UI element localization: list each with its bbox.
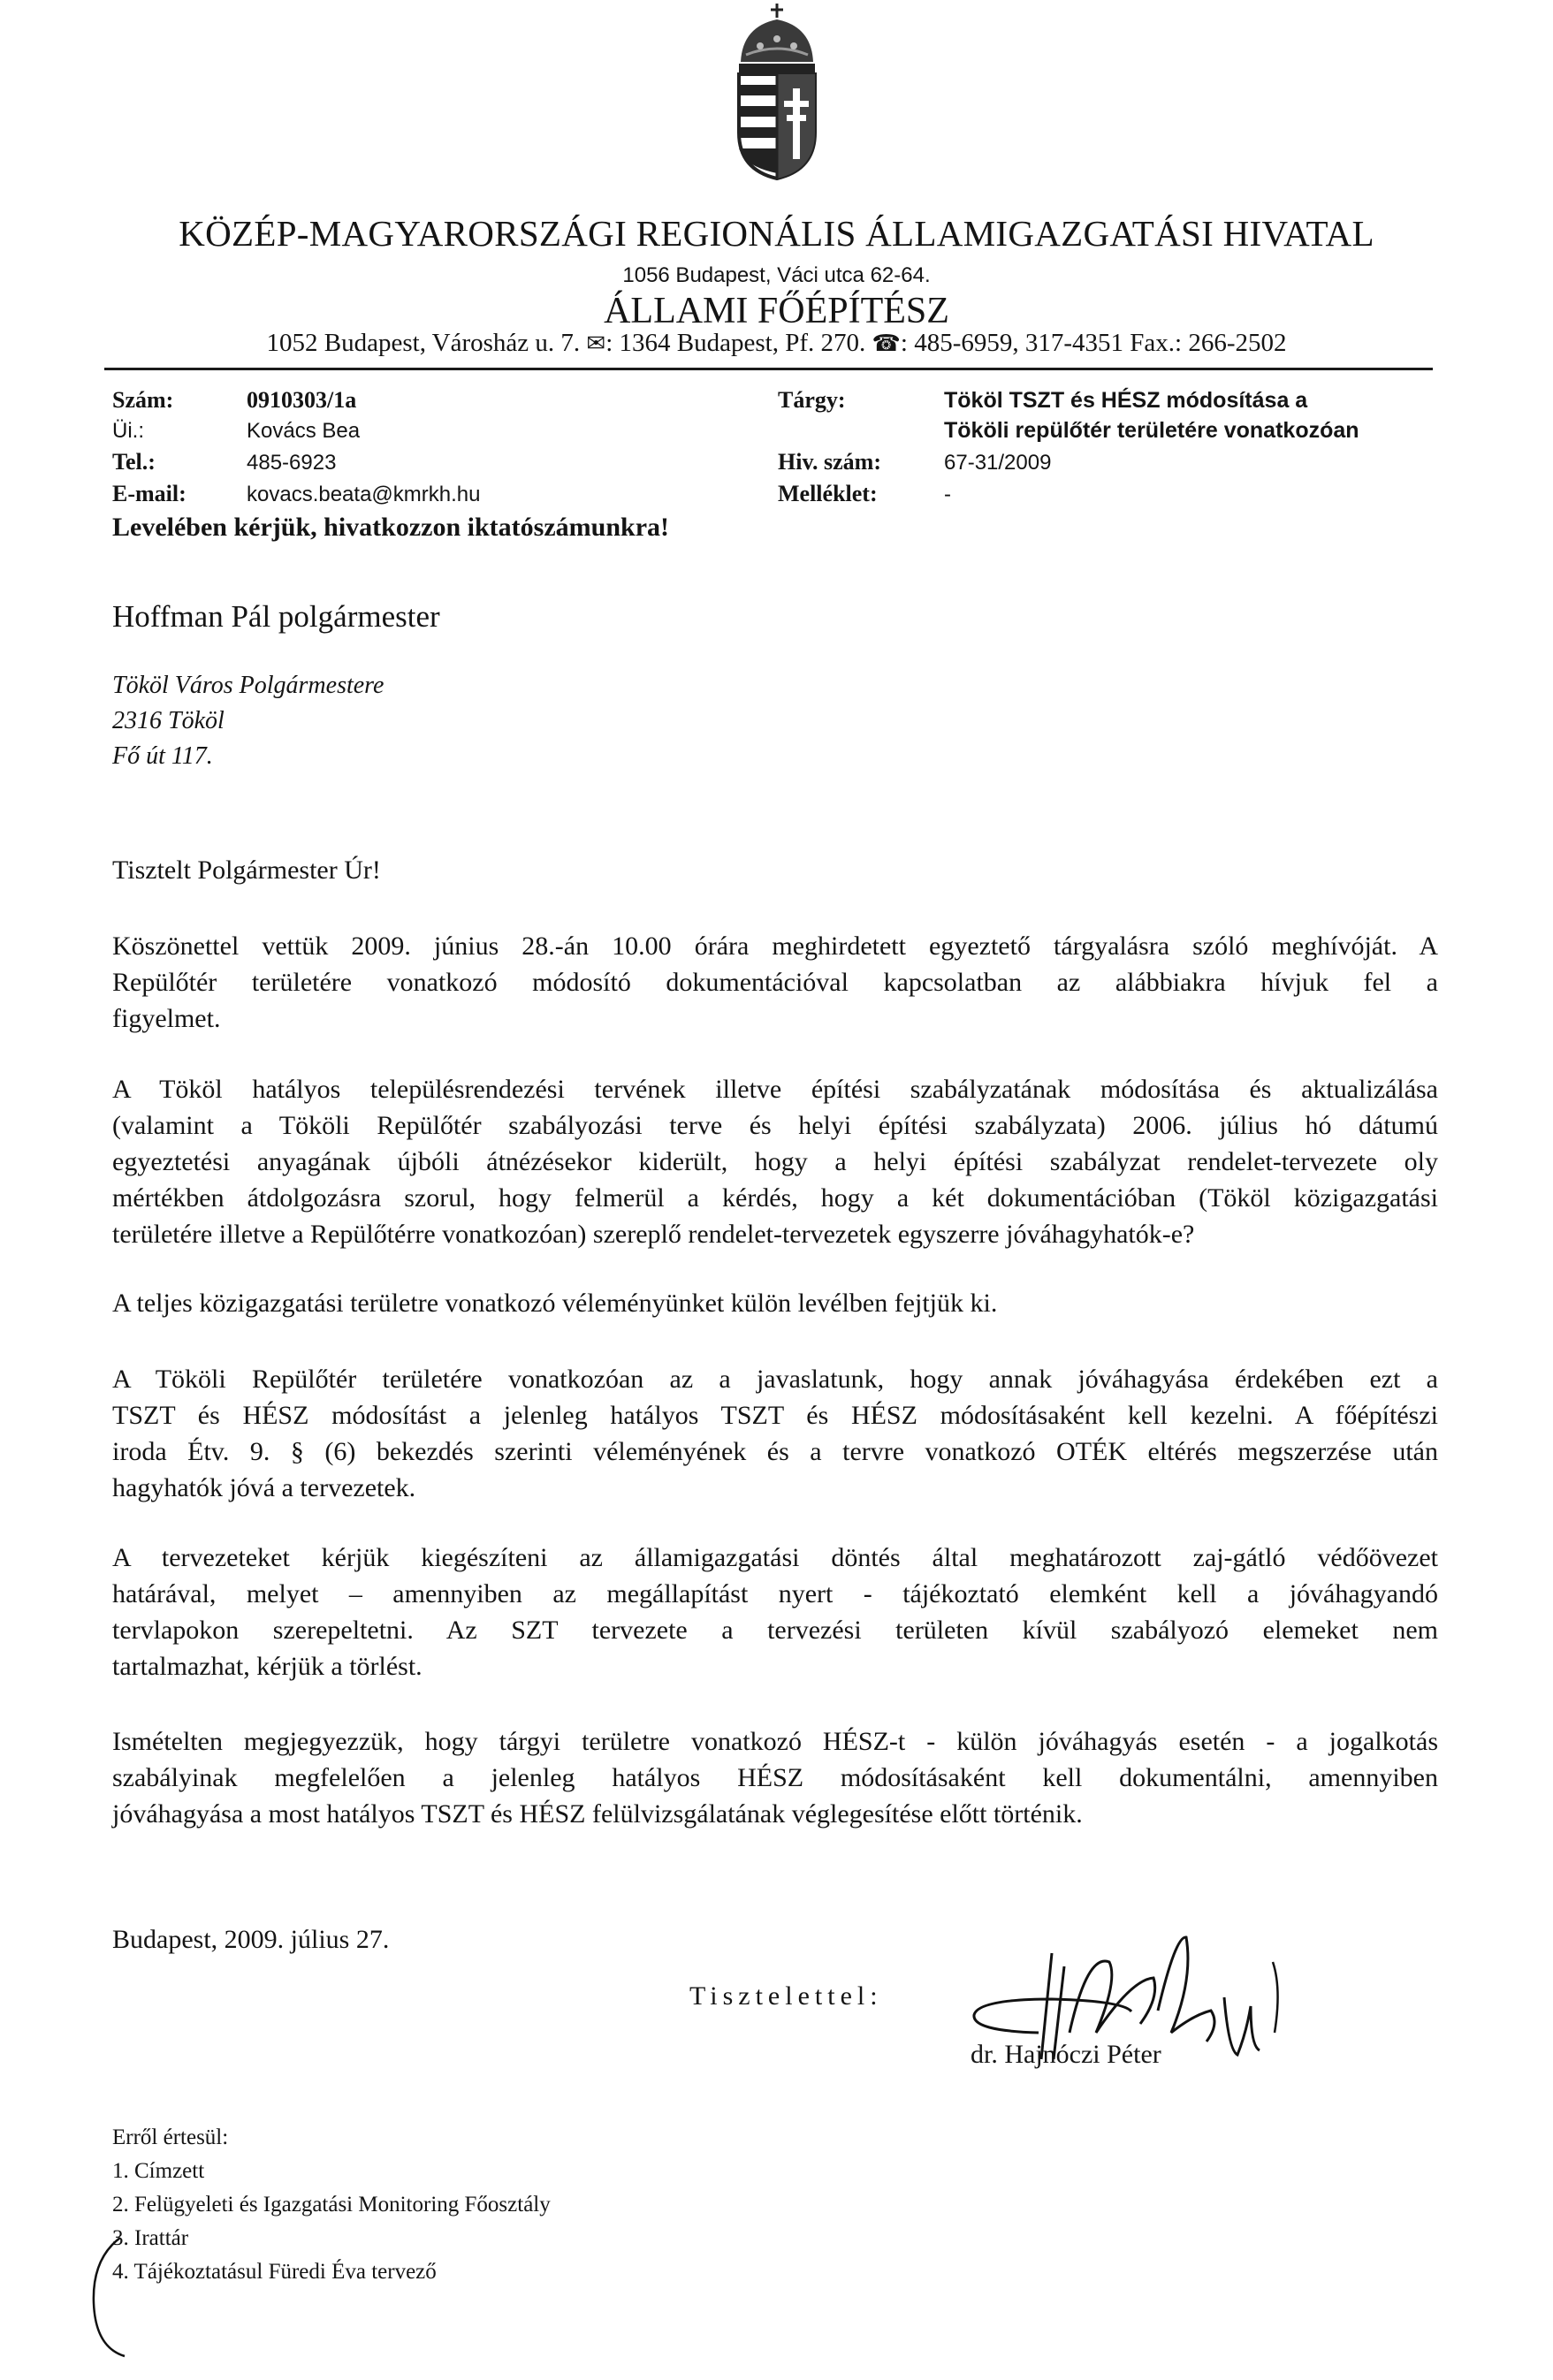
organization-address: 1056 Budapest, Váci utca 62-64. — [622, 263, 931, 287]
closing: Tisztelettel: — [689, 1981, 883, 2011]
signer-name: dr. Hajnóczi Péter — [971, 2040, 1161, 2069]
tel-value-wrap — [247, 449, 336, 475]
paragraph-line: mértékben átdolgozásra szorul, hogy felmerül a kérdés, hogy a két dokumentációban (Tököl közigazgatási — [112, 1183, 1438, 1213]
paragraph-line: határával, melyet – amennyiben az megállapítást nyert - tájékoztató elemként kell a jóváhagyandó — [112, 1579, 1438, 1608]
subject-label: Tárgy: — [778, 387, 846, 413]
paragraph-line: tervlapokon szerepeltetni. Az SZT tervezete a tervezési területen kívül szabályozó elemeket nem — [112, 1616, 1438, 1645]
ref-value-wrap — [944, 449, 1051, 475]
paragraph-line: A Tököli Repülőtér területére vonatkozóan az a javaslatunk, hogy annak jóváhagyása érdekében ezt a — [112, 1365, 1438, 1394]
handler-label: Üi.: — [112, 419, 144, 443]
number-label: Szám: — [112, 387, 174, 413]
ref-label-wrap — [778, 449, 881, 475]
recipient-line1: Tököl Város Polgármestere — [112, 672, 384, 699]
paragraph-line: egyeztetési anyagának újbóli átnézésekor kiderült, hogy a helyi építési szabályzat rendelet-tervezete oly — [112, 1147, 1438, 1176]
paragraph-line: TSZT és HÉSZ módosítást a jelenleg hatályos TSZT és HÉSZ módosításaként kell kezelni. A főépítészi — [112, 1401, 1438, 1430]
body-paragraph-6 — [112, 1723, 1438, 1832]
pen-mark-circle — [85, 2232, 147, 2365]
organization-name: KÖZÉP-MAGYARORSZÁGI REGIONÁLIS ÁLLAMIGAZGATÁSI HIVATAL — [179, 213, 1374, 254]
phone-icon: ☎ — [872, 331, 901, 357]
paragraph-line: iroda Étv. 9. § (6) bekezdés szerinti véleményének és a tervre vonatkozó OTÉK eltérés megszerzése után — [112, 1437, 1438, 1466]
salutation: Tisztelt Polgármester Úr! — [112, 855, 381, 885]
paragraph-line: szabályinak megfelelően a jelenleg hatályos HÉSZ módosításaként kell dokumentálni, amennyiben — [112, 1763, 1438, 1792]
envelope-icon: ✉ — [586, 331, 606, 357]
date-line: Budapest, 2009. július 27. — [112, 1925, 390, 1954]
postal-address: : 1364 Budapest, Pf. 270. — [605, 329, 866, 357]
ref-label: Hiv. szám: — [778, 449, 881, 475]
body-paragraph-4 — [112, 1361, 1438, 1506]
paragraph-line: Ismételten megjegyezzük, hogy tárgyi területre vonatkozó HÉSZ-t - külön jóváhagyás esetén - a jogalkotás — [112, 1727, 1438, 1756]
header-divider — [104, 368, 1433, 370]
tel-value: 485-6923 — [247, 451, 337, 475]
tel-label: Tel.: — [112, 449, 156, 475]
body-paragraph-5 — [112, 1540, 1438, 1684]
notify-item: 1. Címzett — [112, 2159, 205, 2183]
notify-item: 3. Irattár — [112, 2226, 189, 2250]
office-address: 1052 Budapest, Városház u. 7. — [266, 329, 581, 357]
phone-numbers: : 485-6959, 317-4351 — [900, 329, 1124, 357]
body-paragraph-3 — [112, 1285, 1438, 1321]
email-value-wrap — [247, 481, 480, 507]
subject-line2: Tököli repülőtér területére vonatkozóan — [944, 418, 1359, 443]
attachment-label: Melléklet: — [778, 481, 878, 506]
paragraph-line: A Tököl hatályos településrendezési tervének illetve építési szabályzatának módosítása és aktualizálása — [112, 1075, 1438, 1104]
subject-line1-wrap — [944, 387, 1307, 414]
paragraph-line: (valamint a Tököli Repülőtér szabályozási terve és helyi építési szabályzata) 2006. július hó dátumú — [112, 1111, 1438, 1140]
paragraph-line: Köszönettel vettük 2009. június 28.-án 10.00 órára meghirdetett egyeztető tárgyalásra szóló meghívóját. A — [112, 931, 1438, 961]
email-row — [112, 481, 187, 507]
recipient-name: Hoffman Pál polgármester — [112, 599, 440, 634]
tel-row — [112, 449, 156, 475]
recipient-line3: Fő út 117. — [112, 742, 213, 770]
notify-item: 4. Tájékoztatásul Füredi Éva tervező — [112, 2260, 437, 2284]
notify-title: Erről értesül: — [112, 2125, 229, 2149]
handler-value-wrap — [247, 417, 360, 444]
paragraph-line: hagyhatók jóvá a tervezetek. — [112, 1473, 416, 1502]
body-paragraph-2 — [112, 1071, 1438, 1252]
subject-line1: Tököl TSZT és HÉSZ módosítása a — [944, 388, 1308, 413]
attachment-value-wrap — [944, 481, 951, 507]
subject-label-wrap — [778, 387, 846, 414]
attachment-value: - — [944, 483, 951, 506]
reference-note: Levelében kérjük, hivatkozzon iktatószámunkra! — [112, 513, 669, 542]
attachment-label-wrap — [778, 481, 878, 507]
office-name: ÁLLAMI FŐÉPÍTÉSZ — [604, 291, 949, 331]
handler-row — [112, 417, 144, 444]
paragraph-line: figyelmet. — [112, 1004, 221, 1033]
coat-of-arms-icon — [725, 0, 829, 181]
fax-number: Fax.: 266-2502 — [1130, 329, 1287, 357]
paragraph-line: A teljes közigazgatási területre vonatkozó véleményünket külön levélben fejtjük ki. — [112, 1289, 998, 1318]
paragraph-line: jóváhagyása a most hatályos TSZT és HÉSZ felülvizsgálatának véglegesítése előtt történik. — [112, 1799, 1083, 1829]
handler-value: Kovács Bea — [247, 419, 361, 443]
email-label: E-mail: — [112, 481, 187, 506]
paragraph-line: területére illetve a Repülőtérre vonatkozóan) szereplő rendelet-tervezetek egyszerre jóváhagyhatók-e? — [112, 1220, 1195, 1249]
number-row — [112, 387, 173, 414]
contact-line — [0, 329, 1553, 358]
email-value: kovacs.beata@kmrkh.hu — [247, 483, 481, 506]
body-paragraph-1 — [112, 928, 1438, 1037]
notify-item: 2. Felügyeleti és Igazgatási Monitoring Főosztály — [112, 2193, 551, 2217]
ref-value: 67-31/2009 — [944, 451, 1052, 475]
paragraph-line: Repülőtér területére vonatkozó módosító dokumentációval kapcsolatban az alábbiakra hívjuk fel a — [112, 968, 1438, 997]
number-value: 0910303/1a — [247, 387, 357, 413]
recipient-line2: 2316 Tököl — [112, 707, 225, 734]
number-value-wrap — [247, 387, 356, 414]
subject-line2-wrap — [944, 417, 1359, 444]
paragraph-line: A tervezeteket kérjük kiegészíteni az államigazgatási döntés által meghatározott zaj-gátló védőövezet — [112, 1543, 1438, 1572]
paragraph-line: tartalmazhat, kérjük a törlést. — [112, 1652, 423, 1681]
